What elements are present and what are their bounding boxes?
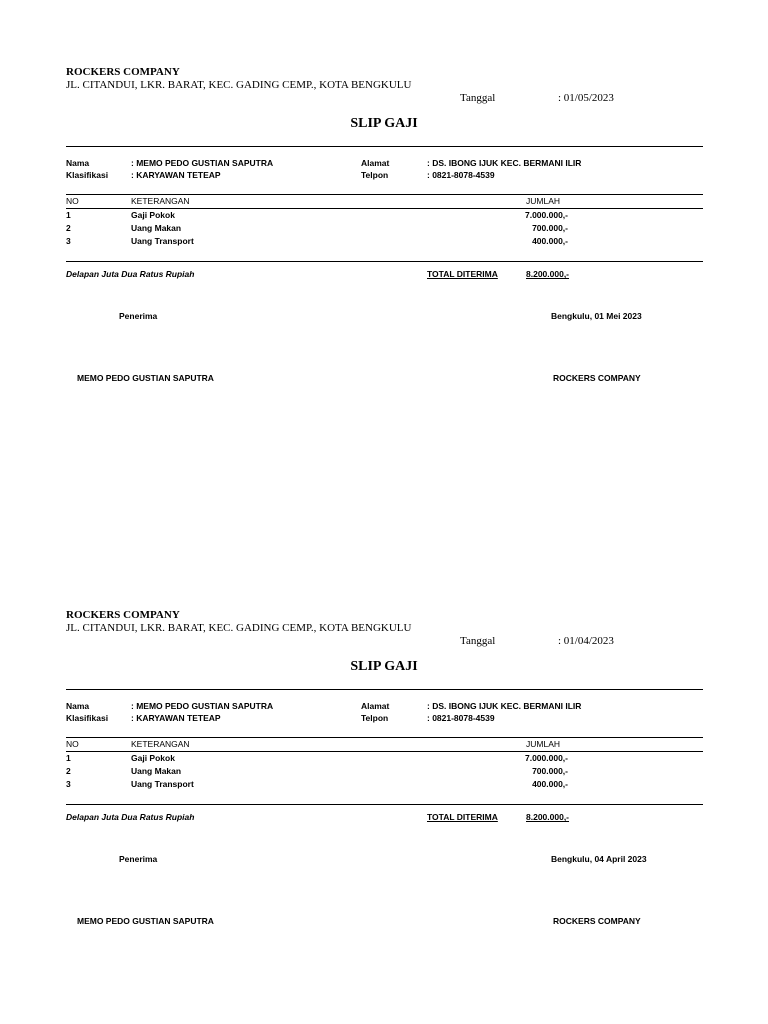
- company-address: JL. CITANDUI, LKR. BARAT, KEC. GADING CEMP., KOTA BENGKULU: [66, 79, 412, 91]
- row-keterangan: Uang Makan: [131, 766, 182, 776]
- divider: [66, 146, 703, 147]
- nama-label: Nama: [66, 158, 90, 168]
- divider: [66, 804, 703, 805]
- nama-label: Nama: [66, 701, 90, 711]
- klasifikasi-value: : KARYAWAN TETEAP: [131, 713, 221, 723]
- row-jumlah: 700.000,-: [532, 766, 568, 776]
- column-header-keterangan: KETERANGAN: [131, 196, 190, 206]
- divider: [66, 261, 703, 262]
- row-keterangan: Uang Makan: [131, 223, 182, 233]
- klasifikasi-label: Klasifikasi: [66, 713, 109, 723]
- row-jumlah: 7.000.000,-: [524, 753, 568, 763]
- company-address: JL. CITANDUI, LKR. BARAT, KEC. GADING CEMP., KOTA BENGKULU: [66, 622, 412, 634]
- row-jumlah: 400.000,-: [532, 236, 568, 246]
- alamat-value: : DS. IBONG IJUK KEC. BERMANI ILIR: [427, 158, 582, 168]
- date-value: : 01/04/2023: [558, 635, 614, 647]
- row-jumlah: 400.000,-: [532, 779, 568, 789]
- row-no: 2: [66, 223, 71, 233]
- row-keterangan: Gaji Pokok: [131, 753, 175, 763]
- total-value: 8.200.000,-: [526, 812, 570, 822]
- slip-title: SLIP GAJI: [350, 659, 418, 674]
- row-jumlah: 700.000,-: [532, 223, 568, 233]
- column-header-no: NO: [66, 739, 79, 749]
- column-header-jumlah: JUMLAH: [526, 739, 561, 749]
- place-date: Bengkulu, 01 Mei 2023: [551, 311, 642, 321]
- total-value: 8.200.000,-: [526, 269, 570, 279]
- alamat-label: Alamat: [361, 701, 390, 711]
- telpon-value: : 0821-8078-4539: [427, 713, 495, 723]
- slip-title: SLIP GAJI: [350, 116, 418, 131]
- signer-company: ROCKERS COMPANY: [553, 373, 641, 383]
- row-no: 3: [66, 779, 71, 789]
- divider: [66, 751, 703, 752]
- row-no: 2: [66, 766, 71, 776]
- klasifikasi-label: Klasifikasi: [66, 170, 109, 180]
- column-header-jumlah: JUMLAH: [526, 196, 561, 206]
- divider: [66, 194, 703, 195]
- date-label: Tanggal: [460, 92, 496, 104]
- row-keterangan: Uang Transport: [131, 236, 194, 246]
- telpon-value: : 0821-8078-4539: [427, 170, 495, 180]
- column-header-keterangan: KETERANGAN: [131, 739, 190, 749]
- signer-employee: MEMO PEDO GUSTIAN SAPUTRA: [77, 916, 214, 926]
- signer-employee: MEMO PEDO GUSTIAN SAPUTRA: [77, 373, 214, 383]
- recipient-label: Penerima: [119, 854, 158, 864]
- telpon-label: Telpon: [361, 170, 389, 180]
- row-no: 1: [66, 210, 71, 220]
- row-jumlah: 7.000.000,-: [524, 210, 568, 220]
- alamat-label: Alamat: [361, 158, 390, 168]
- divider: [66, 689, 703, 690]
- amount-in-words: Delapan Juta Dua Ratus Rupiah: [66, 269, 195, 279]
- row-no: 1: [66, 753, 71, 763]
- row-keterangan: Gaji Pokok: [131, 210, 175, 220]
- signer-company: ROCKERS COMPANY: [553, 916, 641, 926]
- salary-slip-may: [0, 0, 768, 383]
- divider: [66, 208, 703, 209]
- row-keterangan: Uang Transport: [131, 779, 194, 789]
- row-no: 3: [66, 236, 71, 246]
- salary-slip-april: [0, 543, 768, 926]
- total-label: TOTAL DITERIMA: [427, 812, 498, 822]
- place-date: Bengkulu, 04 April 2023: [551, 854, 647, 864]
- date-value: : 01/05/2023: [558, 92, 614, 104]
- nama-value: : MEMO PEDO GUSTIAN SAPUTRA: [131, 701, 274, 711]
- date-label: Tanggal: [460, 635, 496, 647]
- column-header-no: NO: [66, 196, 79, 206]
- alamat-value: : DS. IBONG IJUK KEC. BERMANI ILIR: [427, 701, 582, 711]
- total-label: TOTAL DITERIMA: [427, 269, 498, 279]
- company-name: ROCKERS COMPANY: [66, 66, 180, 78]
- klasifikasi-value: : KARYAWAN TETEAP: [131, 170, 221, 180]
- divider: [66, 737, 703, 738]
- telpon-label: Telpon: [361, 713, 389, 723]
- recipient-label: Penerima: [119, 311, 158, 321]
- company-name: ROCKERS COMPANY: [66, 609, 180, 621]
- amount-in-words: Delapan Juta Dua Ratus Rupiah: [66, 812, 195, 822]
- nama-value: : MEMO PEDO GUSTIAN SAPUTRA: [131, 158, 274, 168]
